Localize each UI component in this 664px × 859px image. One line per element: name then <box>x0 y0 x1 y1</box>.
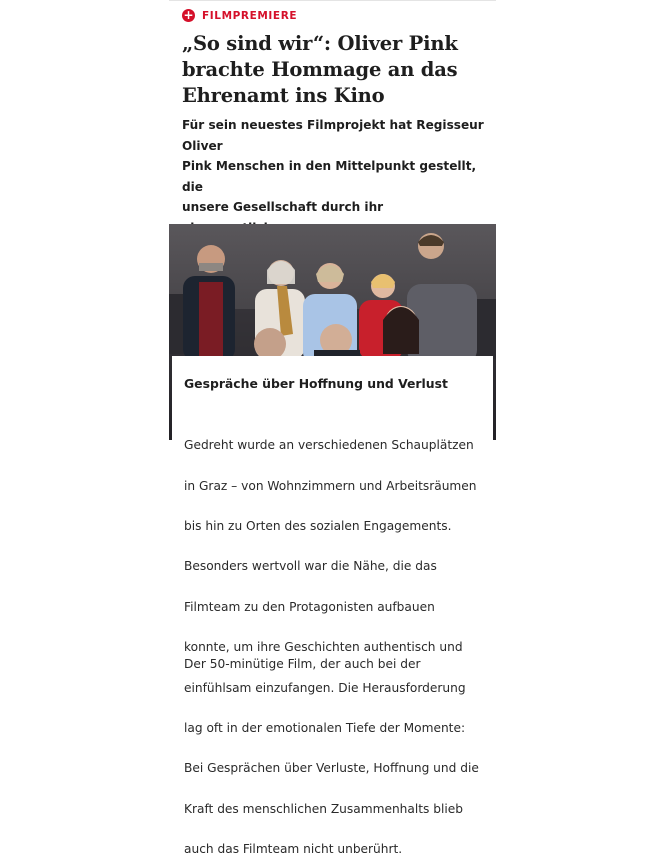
body-line: einfühlsam einzufangen. Die Herausforderung <box>184 680 466 695</box>
article-kicker <box>182 9 297 22</box>
article-column <box>169 0 496 857</box>
body-line: auch das Filmteam nicht unberührt. <box>184 842 403 857</box>
section-heading: Gespräche über Hoffnung und Verlust <box>184 376 448 391</box>
lead-line: Pink Menschen in den Mittelpunkt gestellt, die <box>182 159 477 194</box>
top-divider <box>169 0 496 1</box>
body-line: Filmteam zu den Protagonisten aufbauen <box>184 599 435 614</box>
body-line: Gedreht wurde an verschiedenen Schauplätzen <box>184 438 474 453</box>
article-paragraph <box>184 415 492 859</box>
article-paragraph-next: Der 50-minütige Film, der auch bei der <box>184 657 421 671</box>
plus-icon: + <box>183 8 194 22</box>
article-headline <box>182 31 487 109</box>
article-content-card <box>172 356 493 857</box>
lead-line: unsere Gesellschaft durch ihr <box>182 200 384 214</box>
headline-line: Ehrenamt ins Kino <box>182 84 385 107</box>
body-line: in Graz – von Wohnzimmern und Arbeitsräumen <box>184 478 477 493</box>
headline-line: brachte Hommage an das <box>182 58 458 81</box>
body-line: Besonders wertvoll war die Nähe, die das <box>184 559 437 574</box>
headline-line: „So sind wir“: Oliver Pink <box>182 32 458 55</box>
body-line: Kraft des menschlichen Zusammenhalts blieb <box>184 801 464 816</box>
kicker-label: FILMPREMIERE <box>202 9 298 22</box>
lead-line: Für sein neuestes Filmprojekt hat Regisseur Oliver <box>182 118 484 153</box>
body-line: konnte, um ihre Geschichten authentisch und <box>184 640 463 655</box>
body-line: bis hin zu Orten des sozialen Engagements. <box>184 519 452 534</box>
body-line: lag oft in der emotionalen Tiefe der Momente: <box>184 721 466 736</box>
body-line: Bei Gesprächen über Verluste, Hoffnung und die <box>184 761 479 776</box>
